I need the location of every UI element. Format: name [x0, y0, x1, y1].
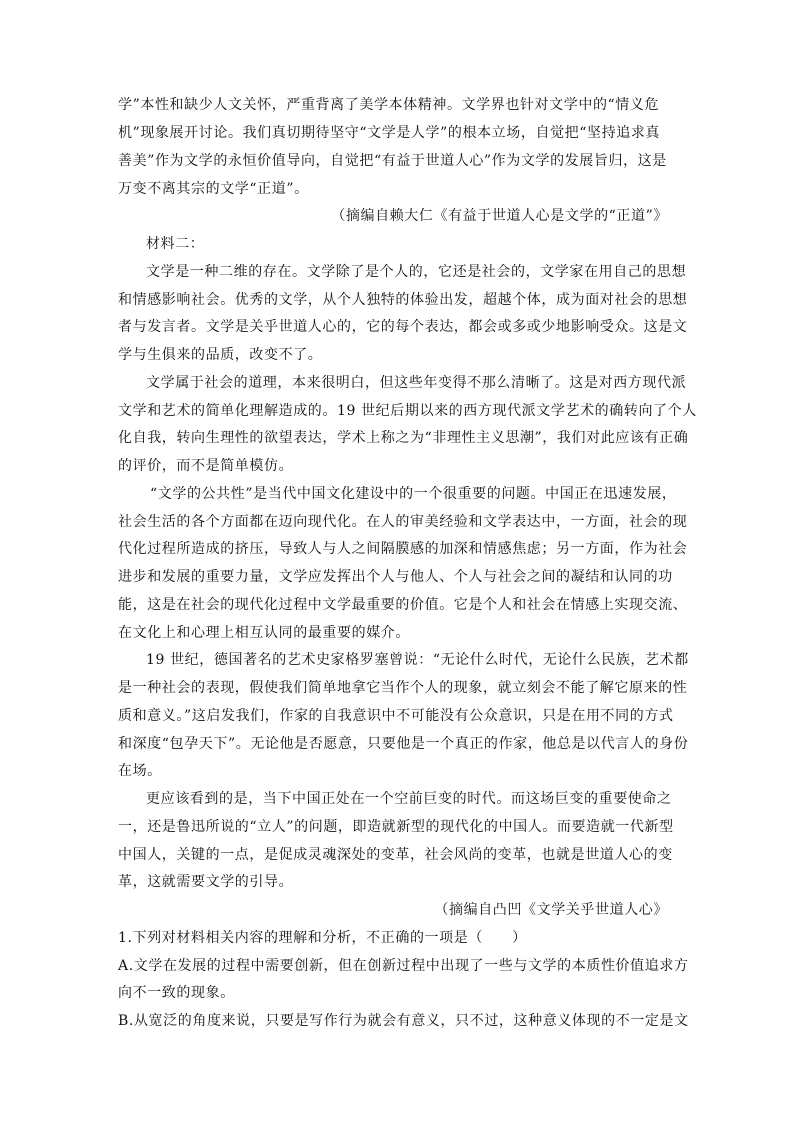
text-line: 学”本性和缺少人文关怀，严重背离了美学本体精神。文学界也针对文学中的“情义危: [118, 97, 660, 113]
text-line: 者与发言者。文学是关乎世道人心的，它的每个表达，都会或多或少地影响受众。这是文: [118, 319, 688, 335]
text-line: 19 世纪，德国著名的艺术史家格罗塞曾说：“无论什么时代，无论什么民族，艺术都: [146, 652, 689, 668]
text-line: 机”现象展开讨论。我们真切期待坚守“文学是人学”的根本立场，自觉把“坚持追求真: [118, 125, 661, 141]
source-citation: （摘编自凸凹《文学关乎世道人心》: [434, 902, 668, 918]
text-line: 质和意义。”这启发我们，作家的自我意识中不可能没有公众意识，只是在用不同的方式: [118, 708, 674, 724]
text-line: 能，这是在社会的现代化过程中文学最重要的价值。它是个人和社会在情感上实现交流、: [118, 597, 688, 613]
text-line: 更应该看到的是，当下中国正处在一个空前巨变的时代。而这场巨变的重要使命之: [146, 791, 672, 807]
text-line: 和情感影响社会。优秀的文学，从个人独特的体验出发，超越个体，成为面对社会的思想: [118, 292, 688, 308]
text-line: 社会生活的各个方面都在迈向现代化。在人的审美经验和文学表达中，一方面，社会的现: [118, 514, 688, 530]
text-line: 中国人，关键的一点，是促成灵魂深处的变革，社会风尚的变革，也就是世道人心的变: [118, 847, 673, 863]
text-line: 善美”作为文学的永恒价值导向，自觉把“有益于世道人心”作为文学的发展旨归，这是: [118, 153, 667, 169]
source-citation: （摘编自赖大仁《有益于世道人心是文学的“正道”》: [331, 208, 668, 224]
section-heading: 材料二：: [146, 236, 205, 252]
text-line: 在文化上和心理上相互认同的最重要的媒介。: [118, 625, 410, 641]
option-a-line: 向不一致的现象。: [118, 985, 235, 1001]
text-line: 化自我，转向生理性的欲望表达，学术上称之为“非理性主义思潮”，我们对此应该有正确: [118, 430, 689, 446]
text-line: 在场。: [118, 763, 162, 779]
text-line: 是一种社会的表现，假使我们简单地拿它当作个人的现象，就立刻会不能了解它原来的性: [118, 680, 688, 696]
text-line: 和深度“包孕天下”。无论他是否愿意，只要他是一个真正的作家，他总是以代言人的身份: [118, 736, 689, 752]
option-a-line: A.文学在发展的过程中需要创新，但在创新过程中出现了一些与文学的本质性价值追求方: [118, 958, 689, 974]
text-line: “文学的公共性”是当代中国文化建设中的一个很重要的问题。中国正在迅速发展，: [150, 486, 677, 502]
text-line: 学与生俱来的品质，改变不了。: [118, 347, 323, 363]
text-line: 文学和艺术的简单化理解造成的。19 世纪后期以来的西方现代派文学艺术的确转向了个人: [118, 403, 697, 419]
question-stem: 1.下列对材料相关内容的理解和分析，不正确的一项是（ ）: [118, 930, 527, 946]
text-line: 进步和发展的重要力量，文学应发挥出个人与他人、个人与社会之间的凝结和认同的功: [118, 569, 673, 585]
text-line: 革，这就需要文学的引导。: [118, 874, 294, 890]
text-line: 文学属于社会的道理，本来很明白，但这些年变得不那么清晰了。这是对西方现代派: [146, 375, 687, 391]
text-line: 文学是一种二维的存在。文学除了是个人的，它还是社会的，文学家在用自己的思想: [146, 264, 687, 280]
text-line: 代化过程所造成的挤压，导致人与人之间隔膜感的加深和情感焦虑；另一方面，作为社会: [118, 541, 688, 557]
text-line: 万变不离其宗的文学“正道”。: [118, 181, 309, 197]
option-b-line: B.从宽泛的角度来说，只要是写作行为就会有意义，只不过，这种意义体现的不一定是文: [118, 1013, 689, 1029]
text-line: 的评价，而不是简单模仿。: [118, 458, 294, 474]
text-line: 一，还是鲁迅所说的“立人”的问题，即造就新型的现代化的中国人。而要造就一代新型: [118, 819, 674, 835]
